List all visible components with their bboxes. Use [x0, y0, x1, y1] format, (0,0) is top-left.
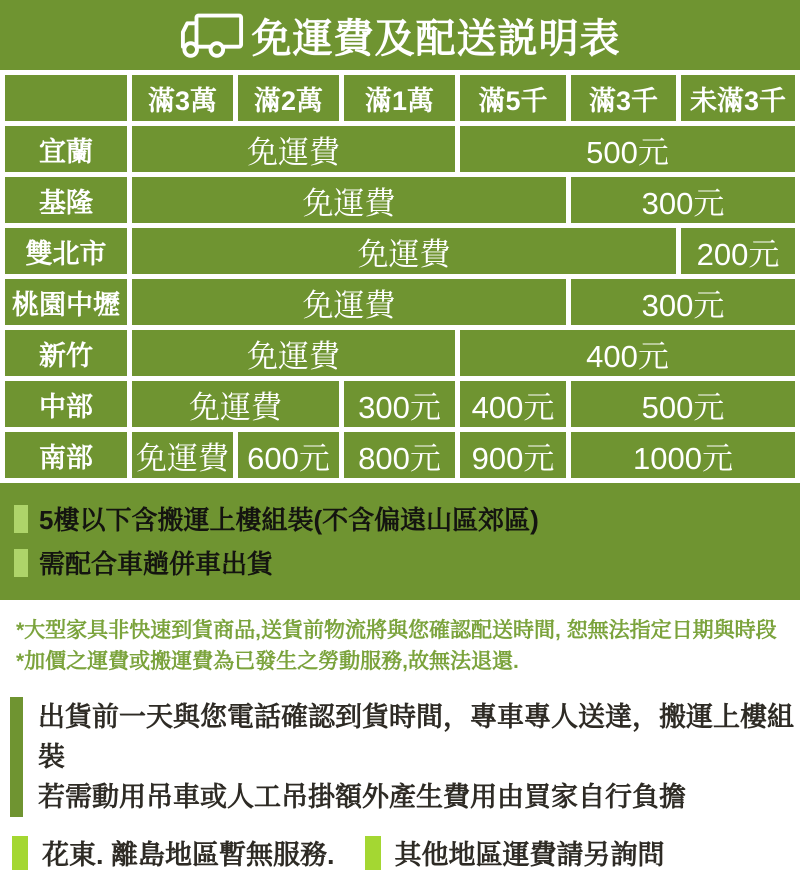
page-title: 免運費及配送説明表	[251, 16, 621, 61]
fee-cell: 300元	[571, 279, 795, 325]
region-label: 基隆	[5, 177, 127, 223]
title-band	[0, 0, 800, 70]
footer-section	[12, 833, 800, 872]
table-row	[5, 279, 795, 325]
fine-print-section	[16, 615, 800, 677]
region-label: 宜蘭	[5, 126, 127, 172]
fee-cell: 免運費	[132, 330, 455, 376]
shipping-fee-table	[0, 70, 800, 483]
delivery-note-text	[38, 697, 800, 817]
column-header: 未滿3千	[681, 75, 795, 121]
region-label: 雙北市	[5, 228, 127, 274]
footer-right-text: 其他地區運費請另詢問	[394, 840, 665, 870]
region-label: 新竹	[5, 330, 127, 376]
vertical-bar-icon	[10, 697, 23, 817]
delivery-note-line: 出貨前一天與您電話確認到貨時間，專車專人送達，搬運上樓組裝	[38, 702, 794, 772]
fee-cell: 免運費	[132, 279, 566, 325]
fee-cell: 免運費	[132, 228, 676, 274]
fee-cell: 免運費	[132, 126, 455, 172]
table-header-row	[5, 75, 795, 121]
region-label: 桃園中壢	[5, 279, 127, 325]
table-row	[5, 228, 795, 274]
table-row	[5, 432, 795, 478]
fee-cell: 200元	[681, 228, 795, 274]
delivery-note-line: 若需動用吊車或人工吊掛額外產生費用由買家自行負擔	[38, 782, 686, 812]
table-row	[5, 381, 795, 427]
fee-cell: 300元	[571, 177, 795, 223]
fee-cell: 400元	[460, 330, 795, 376]
footer-left-text: 花東. 離島地區暫無服務.	[42, 840, 335, 870]
region-label: 南部	[5, 432, 127, 478]
column-header: 滿2萬	[238, 75, 339, 121]
square-bullet-icon	[14, 549, 28, 577]
truck-icon	[180, 12, 244, 63]
square-bullet-icon	[14, 505, 28, 533]
column-header: 滿3千	[571, 75, 676, 121]
fee-cell: 500元	[460, 126, 795, 172]
column-header: 滿5千	[460, 75, 566, 121]
fee-cell: 600元	[238, 432, 339, 478]
delivery-note-section	[10, 697, 800, 817]
column-header: 滿1萬	[344, 75, 455, 121]
note-line	[14, 544, 786, 581]
fee-cell: 免運費	[132, 381, 339, 427]
note-text: 需配合車趟併車出貨	[39, 549, 274, 579]
fee-cell: 1000元	[571, 432, 795, 478]
fee-cell: 800元	[344, 432, 455, 478]
region-label: 中部	[5, 381, 127, 427]
fee-cell: 300元	[344, 381, 455, 427]
fine-print-line: *加價之運費或搬運費為已發生之勞動服務,故無法退還.	[16, 650, 519, 673]
square-bullet-icon	[12, 836, 28, 870]
table-row	[5, 330, 795, 376]
fee-cell: 500元	[571, 381, 795, 427]
note-text: 5樓以下含搬運上樓組裝(不含偏遠山區郊區)	[39, 505, 539, 535]
table-row	[5, 177, 795, 223]
column-header: 滿3萬	[132, 75, 233, 121]
fine-print-line: *大型家具非快速到貨商品,送貨前物流將與您確認配送時間, 恕無法指定日期與時段	[16, 619, 777, 642]
square-bullet-icon	[365, 836, 381, 870]
note-line	[14, 500, 786, 537]
fee-cell: 900元	[460, 432, 566, 478]
fee-cell: 免運費	[132, 432, 233, 478]
fee-cell: 400元	[460, 381, 566, 427]
fee-cell: 免運費	[132, 177, 566, 223]
table-row	[5, 126, 795, 172]
corner-cell	[5, 75, 127, 121]
green-notes-section	[0, 483, 800, 600]
